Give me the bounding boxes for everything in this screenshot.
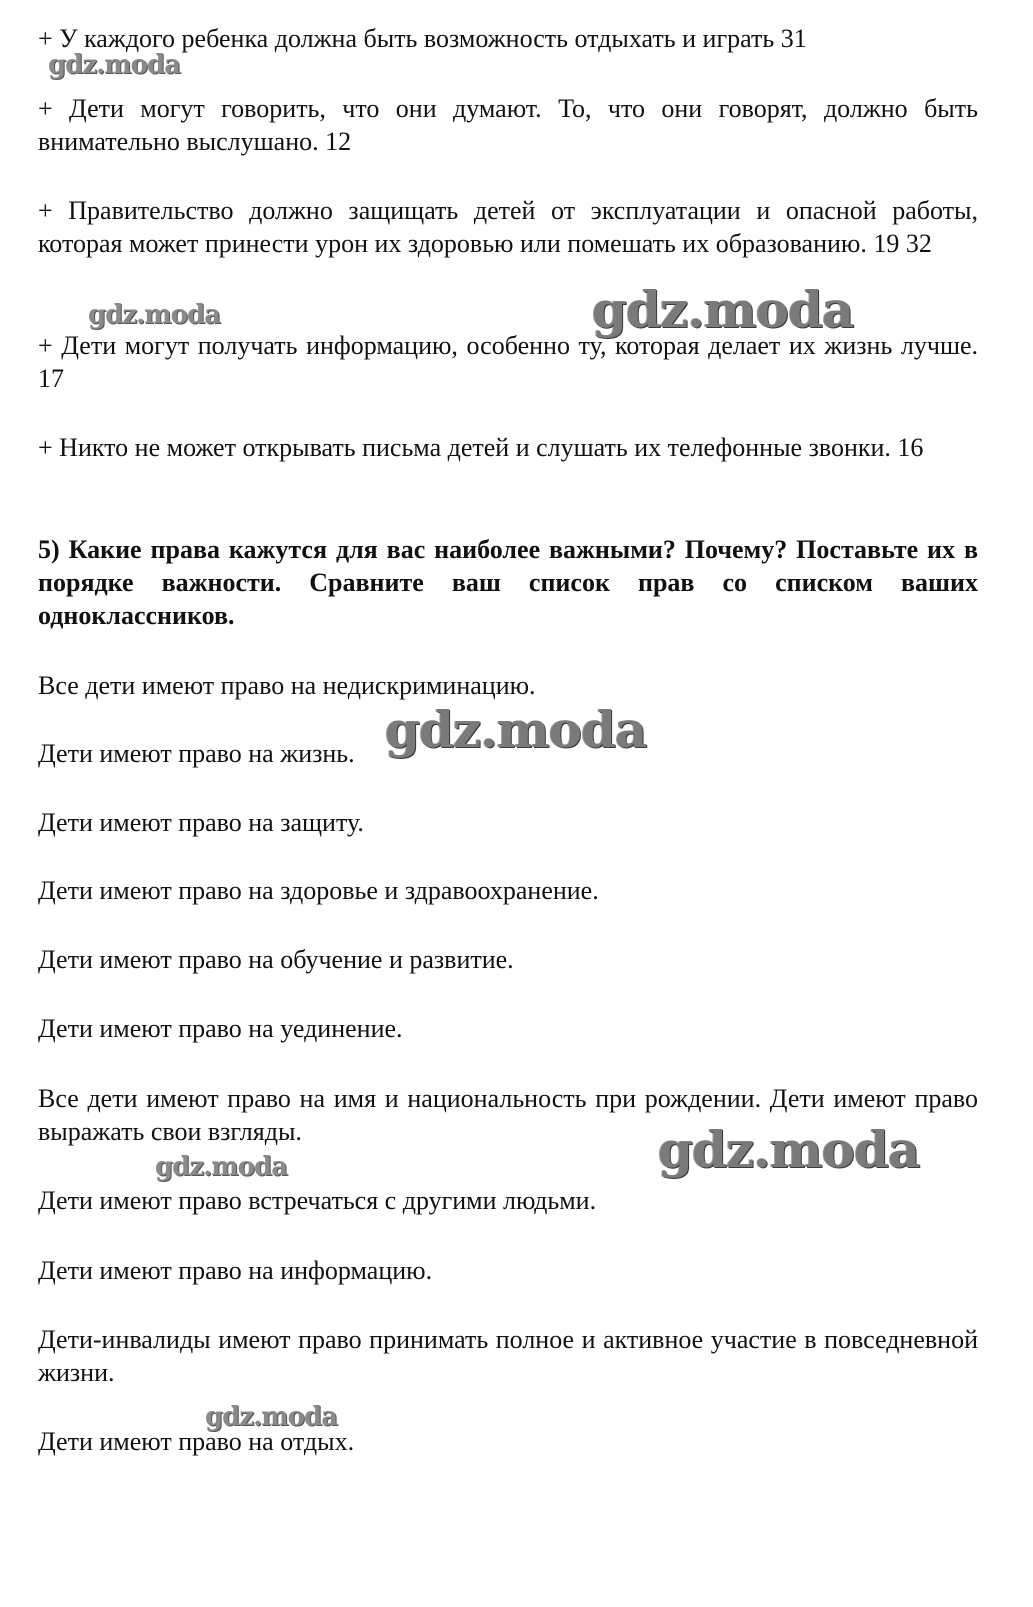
answer-privacy: Дети имеют право на уединение. xyxy=(38,1014,403,1043)
watermark: gdz.moda xyxy=(205,1402,338,1432)
item-privacy-of-letters: + Никто не может открывать письма детей и слушать их телефонные звонки. 16 xyxy=(38,433,924,462)
item-rest-and-play: + У каждого ребенка должна быть возможность отдыхать и играть 31 xyxy=(38,24,807,53)
item-protection-from-exploitation: + Правительство должно защищать детей от эксплуатации и опасной работы, которая может принести урон их здоровью или помешать их образованию. 19 32 xyxy=(38,196,978,258)
answer-meet-people: Дети имеют право встречаться с другими людьми. xyxy=(38,1186,597,1215)
watermark: gdz.moda xyxy=(88,300,221,330)
watermark: gdz.moda xyxy=(48,50,181,80)
item-access-to-information: + Дети могут получать информацию, особенно ту, которая делает их жизнь лучше. 17 xyxy=(38,331,978,393)
answer-right-to-life: Дети имеют право на жизнь. xyxy=(38,739,355,768)
answer-name-nationality-views: Все дети имеют право на имя и национальность при рождении. Дети имеют право выражать свои взгляды. xyxy=(38,1084,978,1146)
question-heading: 5) Какие права кажутся для вас наиболее важными? Почему? Поставьте их в порядке важности. Сравните ваш список прав со списком ваших одноклассников. xyxy=(38,535,978,630)
answer-disabled-children: Дети-инвалиды имеют право принимать полное и активное участие в повседневной жизни. xyxy=(38,1325,978,1387)
answer-right-to-protection: Дети имеют право на защиту. xyxy=(38,808,364,837)
answer-information: Дети имеют право на информацию. xyxy=(38,1256,433,1285)
watermark: gdz.moda xyxy=(658,1120,920,1179)
watermark: gdz.moda xyxy=(592,280,854,339)
item-express-views: + Дети могут говорить, что они думают. То, что они говорят, должно быть внимательно выслушано. 12 xyxy=(38,94,978,156)
answer-health: Дети имеют право на здоровье и здравоохранение. xyxy=(38,876,599,905)
answer-non-discrimination: Все дети имеют право на недискриминацию. xyxy=(38,671,536,700)
answer-rest: Дети имеют право на отдых. xyxy=(38,1427,355,1456)
watermark: gdz.moda xyxy=(385,700,647,759)
answer-education: Дети имеют право на обучение и развитие. xyxy=(38,945,514,974)
watermark: gdz.moda xyxy=(155,1152,288,1182)
